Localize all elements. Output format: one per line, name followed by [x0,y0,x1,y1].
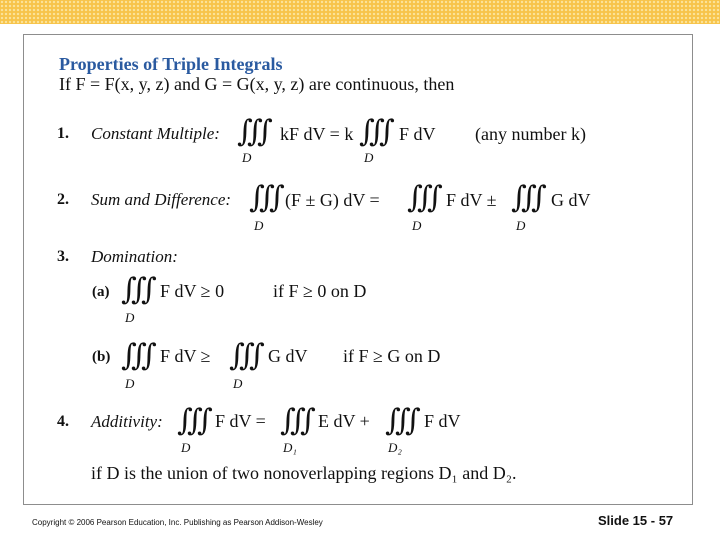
property-3-label: Domination: [91,247,178,266]
region-label: D [125,310,135,325]
triple-integral-sign: ∭ [229,339,255,372]
copyright-text: Copyright © 2006 Pearson Education, Inc. Publishing as Pearson Addison-Wesley [32,518,323,527]
property-4-expression-middle: E dV + [318,411,370,431]
region-label: D [516,218,526,233]
triple-integral-sign: ∭ [407,181,433,214]
property-4-note: if D is the union of two nonoverlapping regions D₁ and D₂. [91,463,517,483]
triple-integral-sign: ∭ [121,273,147,306]
subitem-b-expression-left: F dV ≥ [160,346,211,366]
region-label: D [412,218,422,233]
region-label: D [242,150,252,165]
subitem-a-letter: (a) [92,284,110,300]
triple-integral-sign: ∭ [177,404,203,437]
property-1-number: 1. [57,125,69,142]
region-label: D [125,376,135,391]
property-2-expression-middle: F dV ± [446,190,497,210]
region-label: D [181,440,191,455]
property-4-number: 4. [57,413,69,430]
property-1-expression-left: kF dV = k [280,124,354,144]
region-label: D [233,376,243,391]
subitem-b-expression-right: G dV [268,346,308,366]
top-decorative-bar [0,0,720,24]
intro-text: If F = F(x, y, z) and G = G(x, y, z) are continuous, then [59,74,455,94]
triple-integral-sign: ∭ [511,181,537,214]
region-label: D₂ [388,440,402,455]
triple-integral-sign: ∭ [249,181,275,214]
triple-integral-sign: ∭ [121,339,147,372]
property-3-number: 3. [57,248,69,265]
slide-title: Properties of Triple Integrals [59,54,283,74]
triple-integral-sign: ∭ [359,115,385,148]
subitem-a-expression: F dV ≥ 0 [160,281,225,301]
triple-integral-sign: ∭ [237,115,263,148]
slide-number: Slide 15 - 57 [598,513,674,528]
slide-content-panel [23,34,693,505]
triple-integral-sign: ∭ [280,404,306,437]
property-2-label: Sum and Difference: [91,190,232,209]
property-2-number: 2. [57,191,69,208]
region-label: D [254,218,264,233]
region-label: D₁ [283,440,297,455]
property-4-expression-left: F dV = [215,411,266,431]
property-4-label: Additivity: [91,412,163,431]
property-1-label: Constant Multiple: [91,124,220,143]
subitem-b-condition: if F ≥ G on D [343,346,441,366]
triple-integral-sign: ∭ [385,404,411,437]
property-1-note: (any number k) [475,124,586,144]
property-2-expression-right: G dV [551,190,591,210]
property-2-expression-left: (F ± G) dV = [285,190,380,210]
subitem-b-letter: (b) [92,349,111,365]
subitem-a-condition: if F ≥ 0 on D [273,281,367,301]
region-label: D [364,150,374,165]
property-1-expression-right: F dV [399,124,436,144]
property-4-expression-right: F dV [424,411,461,431]
